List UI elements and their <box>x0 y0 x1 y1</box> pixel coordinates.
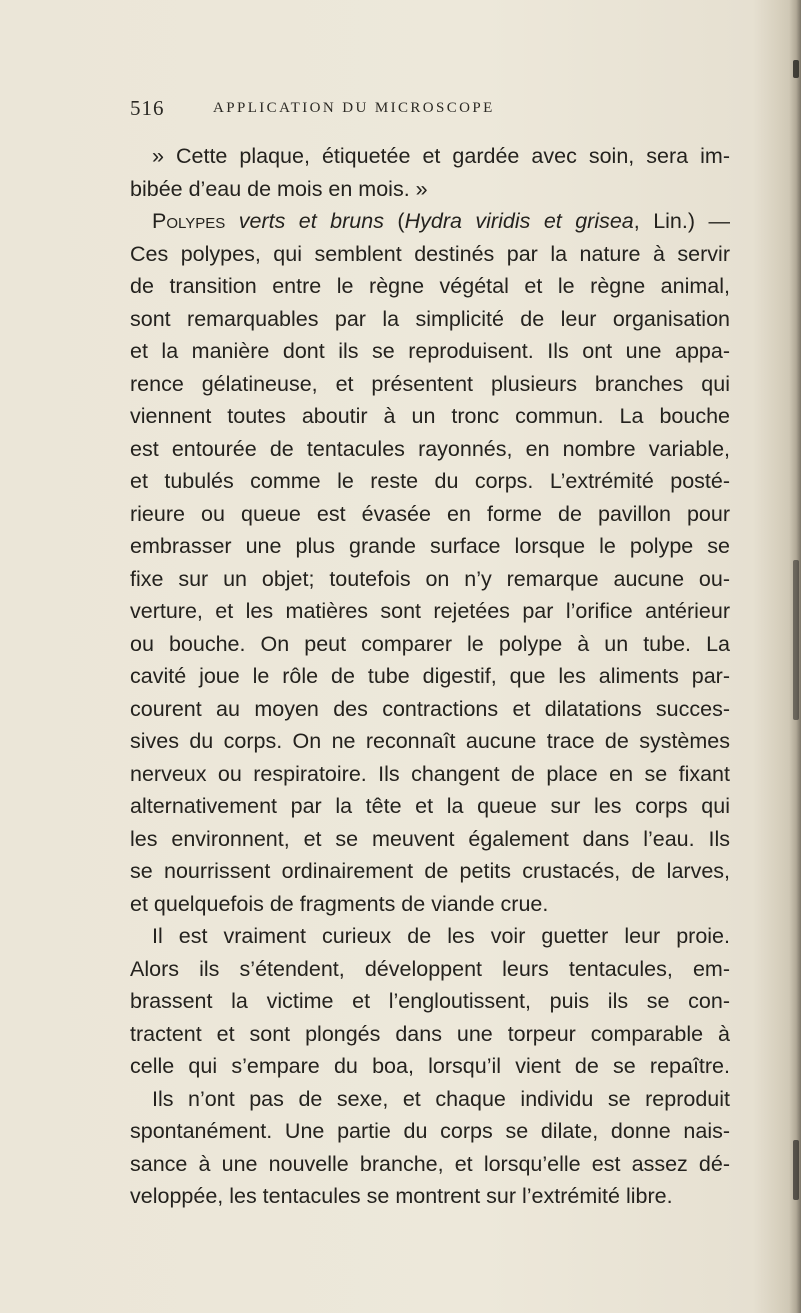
text-line: et quelquefois de fragments de viande crue. <box>130 891 549 916</box>
text-line: Il est vraiment curieux de les voir guetter leur proie. <box>152 924 730 948</box>
text-line: celle qui s’empare du boa, lorsqu’il vient de se repaître. <box>130 1054 730 1078</box>
running-head: APPLICATION DU MICROSCOPE <box>213 100 495 116</box>
text-line: spontanément. Une partie du corps se dilate, donne nais- <box>130 1119 730 1143</box>
text-line: ou bouche. On peut comparer le polype à un tube. La <box>130 631 730 656</box>
page-header <box>130 96 730 124</box>
text-line: rieure ou queue est évasée en forme de pavillon pour <box>130 501 730 526</box>
text-line: courent au moyen des contractions et dilatations succes- <box>130 696 730 721</box>
section-heading-word: Polypes <box>152 209 226 233</box>
text-line: nerveux ou respiratoire. Ils changent de place en se fixant <box>130 761 730 786</box>
text-line: brassent la victime et l’engloutissent, puis ils se con- <box>130 989 730 1013</box>
text-line: Alors ils s’étendent, développent leurs tentacules, em- <box>130 956 730 981</box>
page-edge-mark <box>793 560 799 720</box>
text-line: et la manière dont ils se reproduisent. Ils ont une appa- <box>130 339 730 363</box>
text-line: fixe sur un objet; toutefois on n’y remarque aucune ou- <box>130 566 730 591</box>
italic-text: Hydra viridis et grisea <box>404 209 634 233</box>
text-line: viennent toutes aboutir à un tronc commun. La bouche <box>130 404 730 428</box>
text-line: alternativement par la tête et la queue sur les corps qui <box>130 794 730 818</box>
text-line: bibée d’eau de mois en mois. » <box>130 176 428 201</box>
text-line: et tubulés comme le reste du corps. L’extrémité posté- <box>130 469 730 493</box>
text-line: veloppée, les tentacules se montrent sur l’extrémité libre. <box>130 1184 673 1208</box>
text-segment: ( <box>383 209 405 233</box>
text-segment: , Lin.) — <box>633 209 730 233</box>
text-line: cavité joue le rôle de tube digestif, que les aliments par- <box>130 664 730 688</box>
text-line: est entourée de tentacules rayonnés, en nombre variable, <box>130 436 730 461</box>
text-line: sance à une nouvelle branche, et lorsqu’elle est assez dé- <box>130 1151 730 1176</box>
text-line: sont remarquables par la simplicité de leur organisation <box>130 306 730 331</box>
text-segment <box>225 209 238 233</box>
text-line: se nourrissent ordinairement de petits crustacés, de larves, <box>130 859 730 883</box>
text-line: verture, et les matières sont rejetées par l’orifice antérieur <box>130 599 730 623</box>
text-line: » Cette plaque, étiquetée et gardée avec soin, sera im- <box>152 144 730 168</box>
text-line: tractent et sont plongés dans une torpeur comparable à <box>130 1021 730 1046</box>
text-line <box>130 205 730 238</box>
text-line: Ils n’ont pas de sexe, et chaque individu se reproduit <box>152 1086 730 1111</box>
body-text <box>130 140 730 1213</box>
page-edge-mark <box>793 1140 799 1200</box>
text-line: de transition entre le règne végétal et le règne animal, <box>130 274 730 298</box>
text-line: les environnent, et se meuvent également dans l’eau. Ils <box>130 826 730 851</box>
text-line: embrasser une plus grande surface lorsque le polype se <box>130 534 730 558</box>
text-line: Ces polypes, qui semblent destinés par la nature à servir <box>130 241 730 266</box>
italic-text: verts et bruns <box>238 209 384 233</box>
text-line: sives du corps. On ne reconnaît aucune trace de systèmes <box>130 729 730 753</box>
page-edge-mark <box>793 60 799 78</box>
text-line: rence gélatineuse, et présentent plusieurs branches qui <box>130 371 730 396</box>
page-number: 516 <box>130 96 165 120</box>
